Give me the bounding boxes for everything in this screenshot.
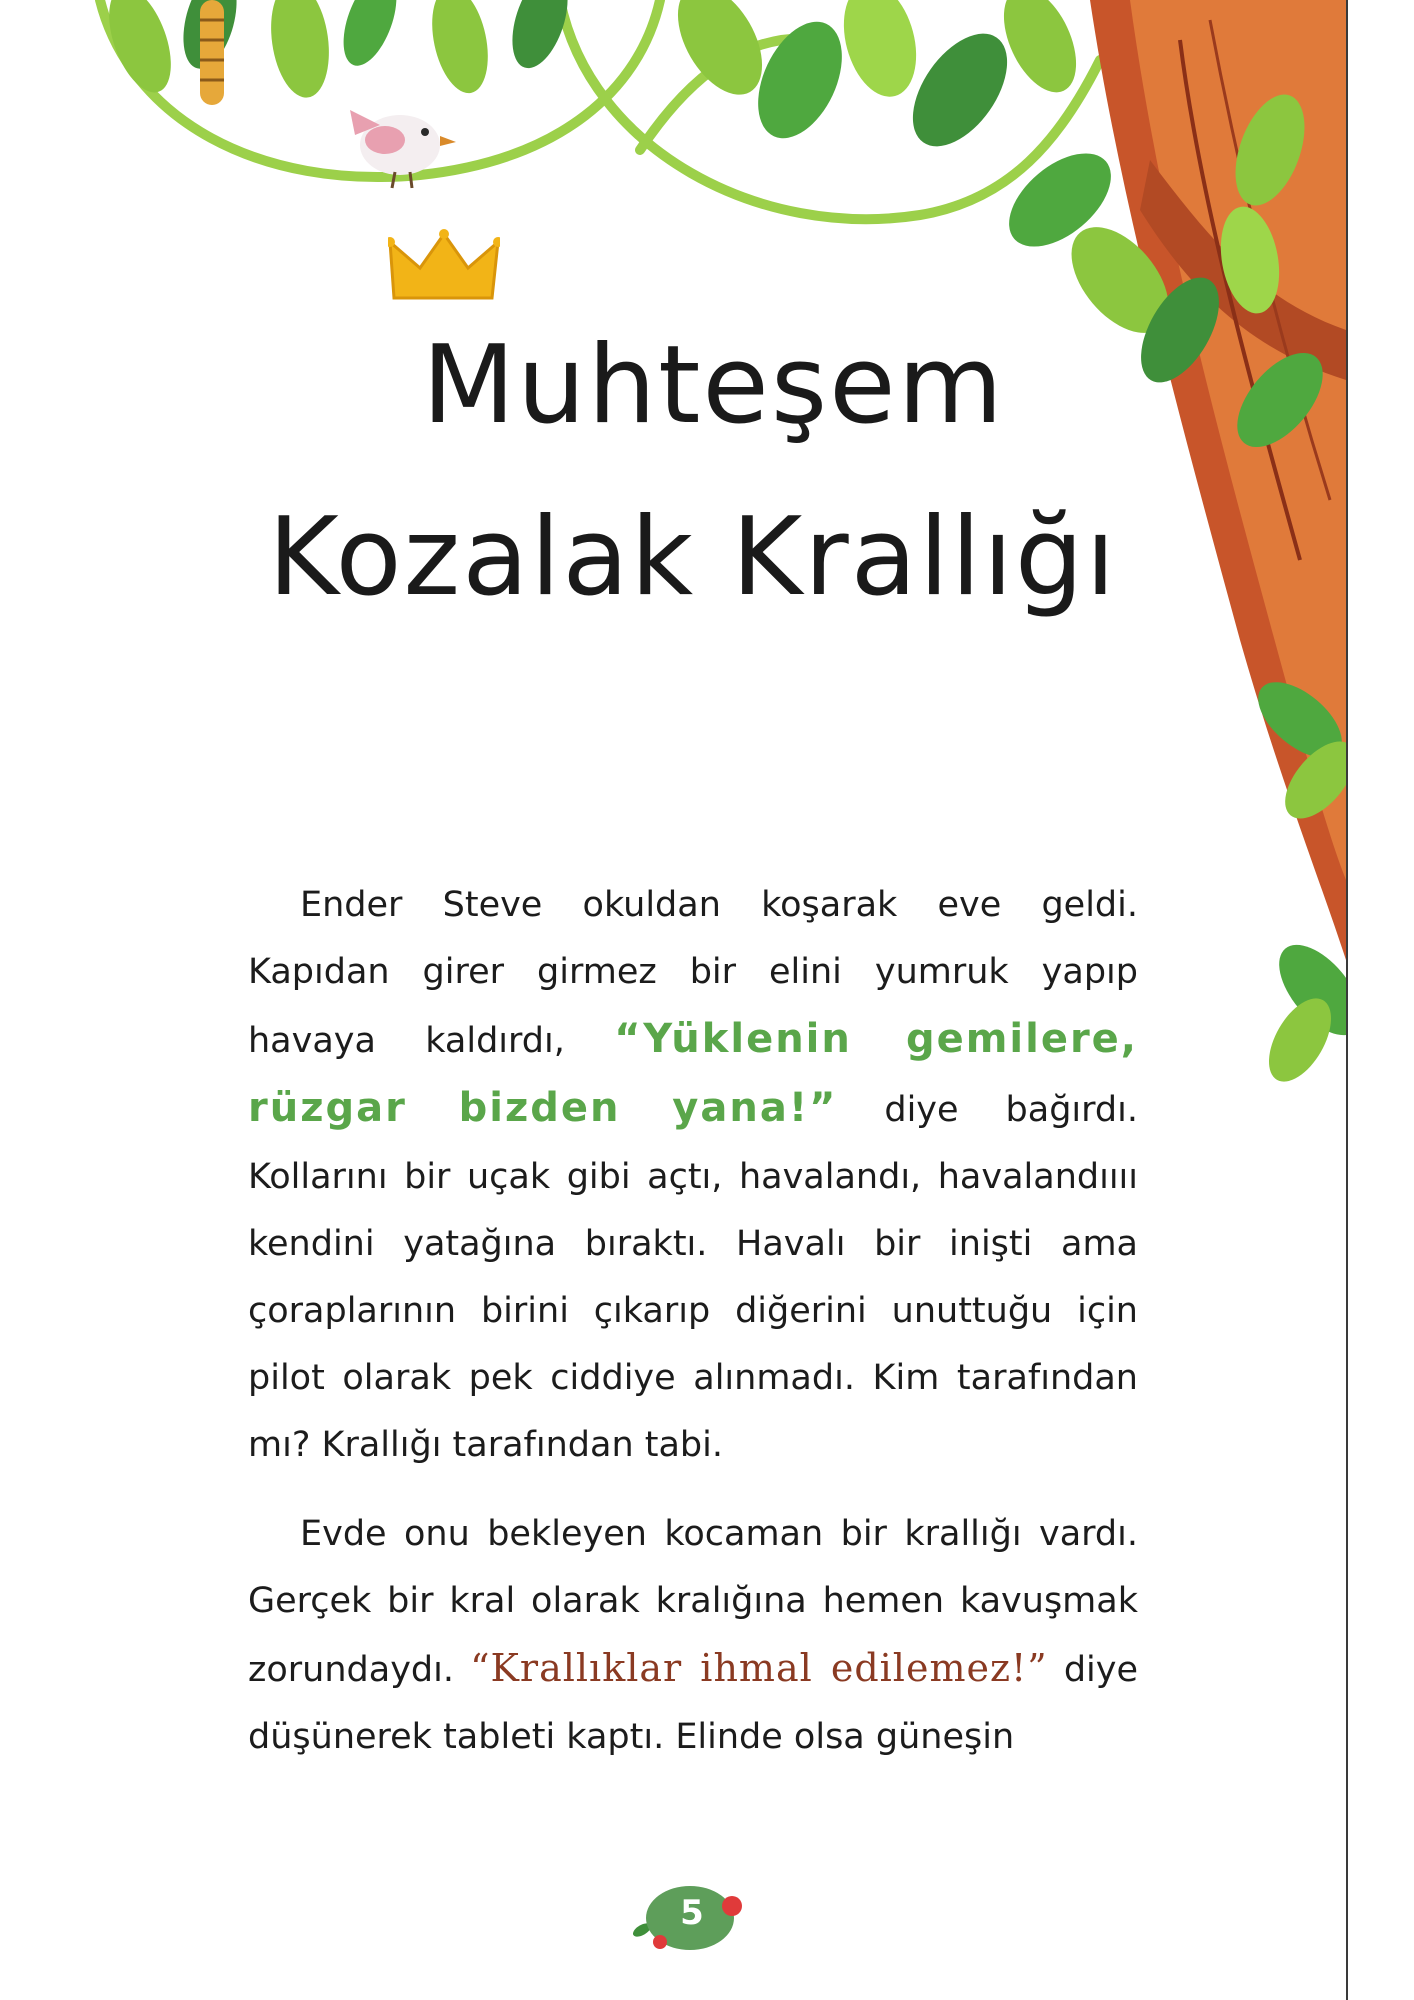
paragraph-2 [248,1501,1138,1771]
leaf-icon [97,0,579,101]
paragraph-1-text-end: diye bağırdı. Kollarını bir uçak gibi açtı, havalandı, havalandıııı kendini yatağına bıraktı. Havalı bir inişti ama çoraplarının birini çıkarıp diğerini unuttuğu için pilot olarak pek ciddiye alınmadı. Kim tarafından mı? Krallığı tarafından tabi. [248,1090,1138,1465]
page-edge [1346,0,1348,2000]
thought-quote: “Krallıklar ihmal edilemez!” [470,1646,1048,1690]
paragraph-1-text-start: Ender Steve okuldan koşarak eve geldi. Kapıdan girer girmez bir elini yumruk yapıp havaya kaldırdı, [248,885,1138,1061]
paragraph-2-text-end: diye düşünerek tableti kaptı. Elinde olsa güneşin [248,1650,1138,1757]
title-line-1: Muhteşem [422,323,1005,448]
story-text [248,872,1138,1793]
shout-quote: “Yüklenin gemilere, rüzgar bizden yana!” [248,1016,1139,1131]
page-title [250,300,1150,644]
crown-icon [388,228,500,308]
page-number: 5 [680,1893,704,1933]
paragraph-2-text-start: Evde onu bekleyen kocaman bir krallığı vardı. Gerçek bir kral olarak kralığına hemen kavuşmak zorundaydı. [248,1514,1138,1690]
title-line-2: Kozalak Krallığı [268,495,1118,620]
paragraph-1 [248,872,1138,1479]
caterpillar-icon [200,0,224,105]
